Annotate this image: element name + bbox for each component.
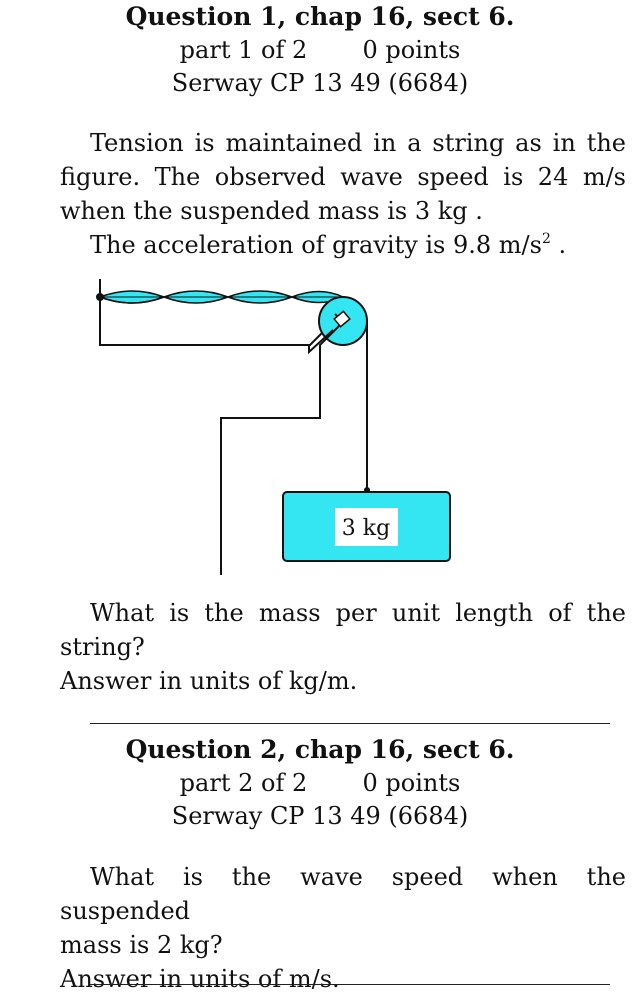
question-1-line-1: What is the mass per unit length of the	[90, 599, 626, 627]
mass-label: 3 kg	[341, 516, 391, 541]
question-2-prompt	[60, 860, 626, 996]
intro-line-1: Tension is maintained in a string as in the	[90, 129, 626, 157]
question-2-source: Serway CP 13 49 (6684)	[171, 802, 469, 830]
question-2-points: 0 points	[362, 769, 461, 797]
intro-line-3: when the suspended mass is 3 kg .	[60, 197, 483, 225]
question-1-source: Serway CP 13 49 (6684)	[171, 69, 469, 97]
question-2-line-2: mass is 2 kg?	[60, 931, 223, 959]
question-1-line-2: string?	[60, 633, 145, 661]
question-2-meta	[0, 769, 640, 797]
question-1-prompt	[60, 596, 626, 698]
table-outline	[100, 279, 335, 345]
question-2-answer-units: Answer in units of m/s.	[60, 965, 340, 993]
question-2-part: part 2 of 2	[179, 769, 308, 797]
question-2-title: Question 2, chap 16, sect 6.	[125, 735, 515, 764]
string-anchor	[96, 293, 104, 301]
question-1-title: Question 1, chap 16, sect 6.	[125, 2, 515, 31]
gravity-end: .	[550, 231, 567, 259]
gravity-text: The acceleration of gravity is 9.8 m/s	[90, 231, 542, 259]
divider-1	[90, 723, 610, 724]
question-2-line-1: What is the wave speed when the suspended	[60, 863, 626, 925]
intro-line-2: figure. The observed wave speed is 24 m/s	[60, 163, 626, 191]
question-1-answer-units: Answer in units of kg/m.	[60, 667, 358, 695]
divider-2	[90, 984, 610, 985]
question-1-part: part 1 of 2	[179, 36, 308, 64]
question-1-points: 0 points	[362, 36, 461, 64]
gravity-exponent: 2	[541, 231, 551, 247]
